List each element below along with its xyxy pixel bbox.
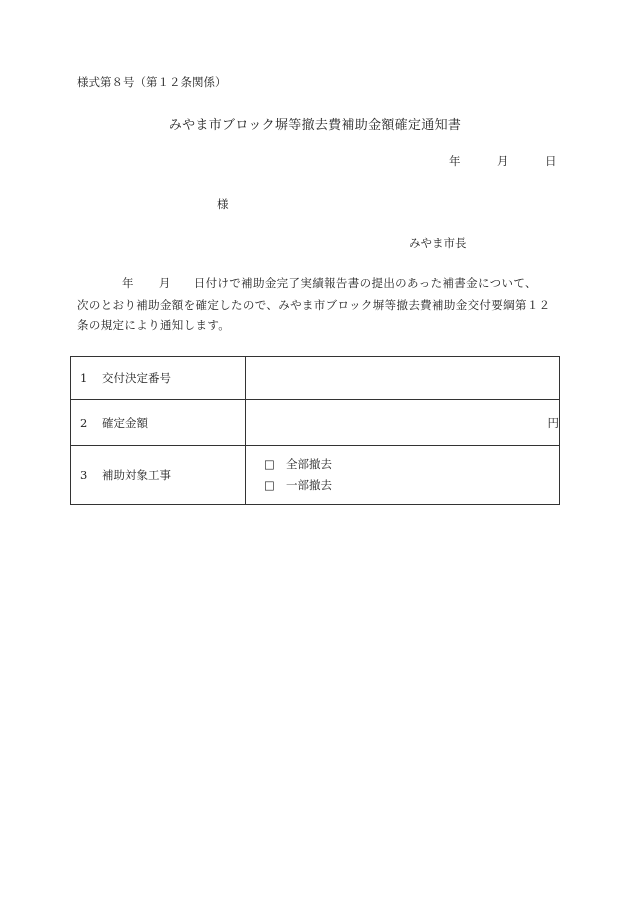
decision-number-value [246,357,560,400]
work-type-options [246,446,560,505]
body-line-1 [77,278,537,290]
body-line-2: 次のとおり補助金額を確定したので、みやま市ブロック塀等撤去費補助金交付要綱第１２ [77,298,551,312]
option-label: 全部撤去 [286,457,332,471]
row-number: 1 [80,371,88,385]
checkbox-icon: □ [264,478,275,492]
table-row [71,446,560,505]
option-full-removal [246,454,559,475]
checkbox-icon: □ [264,457,275,471]
sender-name: みやま市長 [409,236,467,250]
date-day-label: 日 [545,154,557,168]
detail-table [70,356,560,505]
addressee-honorific: 様 [217,197,229,211]
option-partial-removal [246,475,559,496]
body-line-1-text: 日付けで補助金完了実績報告書の提出のあった補書金について、 [193,276,537,290]
body-line-3: 条の規定により通知します。 [77,318,231,332]
date-month-label: 月 [497,154,509,168]
date-year-label: 年 [449,154,461,168]
document-title: みやま市ブロック塀等撤去費補助金額確定通知書 [168,118,462,133]
row-label: 確定金額 [102,415,148,430]
row-label-cell [71,446,246,505]
body-month-label: 月 [158,276,171,290]
option-label: 一部撤去 [286,478,332,492]
row-label-cell [71,357,246,400]
body-year-label: 年 [122,276,134,290]
row-label-cell [71,400,246,446]
table-row [71,357,560,400]
row-label: 補助対象工事 [102,468,171,482]
confirmed-amount-value: 円 [246,400,560,446]
row-label: 交付決定番号 [102,371,171,385]
table-row [71,400,560,446]
row-number: 3 [80,468,88,482]
row-number: 2 [80,415,88,430]
form-number: 様式第８号（第１２条関係） [77,75,227,89]
